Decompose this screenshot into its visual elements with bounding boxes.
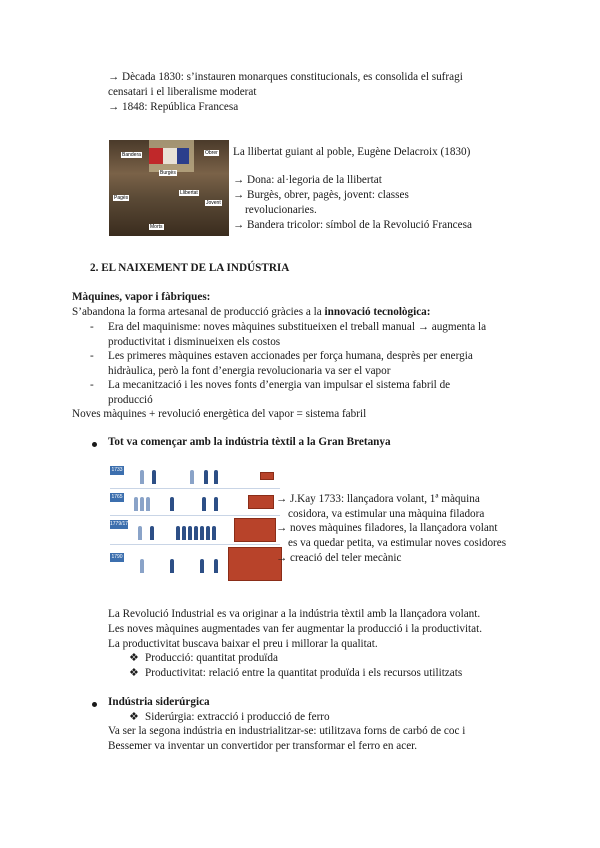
text-line: censatari i el liberalisme moderat [108, 86, 257, 98]
painting-point: → Dona: al·legoria de la llibertat [233, 174, 382, 186]
intro-line [72, 305, 431, 320]
diagram-note: → noves màquines filadores, la llançadora volant [276, 522, 498, 534]
definition: Productivitat: relació entre la quantitat produïda i els recursos utilitzats [145, 667, 463, 679]
painting-label: Morts [150, 224, 163, 230]
dash: - [90, 350, 94, 362]
dash: - [90, 379, 94, 391]
delacroix-painting-image [109, 140, 229, 236]
painting-label: Bandera [122, 152, 141, 158]
list-item: producció [108, 394, 153, 406]
list-item: Les primeres màquines estaven accionades per força humana, desprès per energia [108, 350, 473, 362]
list-item: La mecanització i les noves fonts d’energia van impulsar el sistema fabril de [108, 379, 451, 391]
paragraph-line: Bessemer va inventar un convertidor per transformar el ferro en acer. [108, 740, 418, 752]
bullet-icon [92, 442, 97, 447]
painting-label: Llibertat [180, 190, 198, 196]
painting-label: Obrer [205, 150, 218, 156]
textile-diagram-image [110, 464, 282, 582]
dash: - [90, 321, 94, 333]
text-line: → 1848: República Francesa [108, 101, 239, 113]
diagram-row [110, 464, 280, 488]
diamond-icon: ❖ [129, 667, 140, 679]
year-label: 1790 [111, 554, 123, 560]
bullet-icon [92, 702, 97, 707]
intro-text: S’abandona la forma artesanal de producció gràcies a la [72, 306, 325, 318]
year-label: 1779/1785 [110, 521, 134, 527]
textile-heading: Tot va començar amb la indústria tèxtil a la Gran Bretanya [108, 436, 391, 448]
diagram-note: → J.Kay 1733: llançadora volant, 1ª màquina [276, 493, 480, 505]
steel-heading: Indústria siderúrgica [108, 696, 210, 708]
definition: Producció: quantitat produïda [145, 652, 278, 664]
text-line: → Dècada 1830: s’instauren monarques constitucionals, es consolida el sufragi [108, 71, 463, 83]
diagram-row [110, 518, 280, 542]
paragraph-line: La productivitat buscava baixar el preu i millorar la qualitat. [108, 638, 378, 650]
definition: Siderúrgia: extracció i producció de ferro [145, 711, 330, 723]
diamond-icon: ❖ [129, 652, 140, 664]
year-label: 1765 [111, 494, 123, 500]
formula-line: Noves màquines + revolució energètica del vapor = sistema fabril [72, 408, 367, 420]
painting-label: Jovent [206, 200, 221, 206]
painting-point: revolucionaries. [245, 204, 317, 216]
diamond-icon: ❖ [129, 711, 140, 723]
diagram-note: → creació del teler mecànic [276, 552, 402, 564]
diagram-row [110, 547, 280, 581]
list-item: Era del maquinisme: noves màquines substitueixen el treball manual → augmenta la [108, 321, 487, 333]
diagram-note: cosidora, va estimular una màquina filadora [288, 508, 485, 520]
painting-label: Pagès [114, 195, 129, 201]
diagram-note: es va quedar petita, va estimular noves cosidores [288, 537, 507, 549]
list-item: hidràulica, però la font d’energia revolucionaria va ser el vapor [108, 365, 391, 377]
painting-point: → Bandera tricolor: símbol de la Revolució Francesa [233, 219, 472, 231]
painting-caption: La llibertat guiant al poble, Eugène Delacroix (1830) [233, 146, 471, 158]
diagram-row [110, 491, 280, 515]
paragraph-line: Va ser la segona indústria en industrialitzar-se: utilitzava forns de carbó de coc i [108, 725, 466, 737]
intro-bold: innovació tecnològica: [324, 306, 431, 318]
section-heading: 2. EL NAIXEMENT DE LA INDÚSTRIA [90, 262, 290, 274]
painting-label: Burgès [160, 170, 176, 176]
year-label: 1733 [111, 467, 123, 473]
paragraph-line: La Revolució Industrial es va originar a la indústria tèxtil amb la llançadora volant. [108, 608, 481, 620]
subheading: Màquines, vapor i fàbriques: [72, 291, 211, 303]
list-item: productivitat i disminueixen els costos [108, 336, 281, 348]
paragraph-line: Les noves màquines augmentades van fer augmentar la producció i la productivitat. [108, 623, 483, 635]
painting-point: → Burgès, obrer, pagès, jovent: classes [233, 189, 409, 201]
